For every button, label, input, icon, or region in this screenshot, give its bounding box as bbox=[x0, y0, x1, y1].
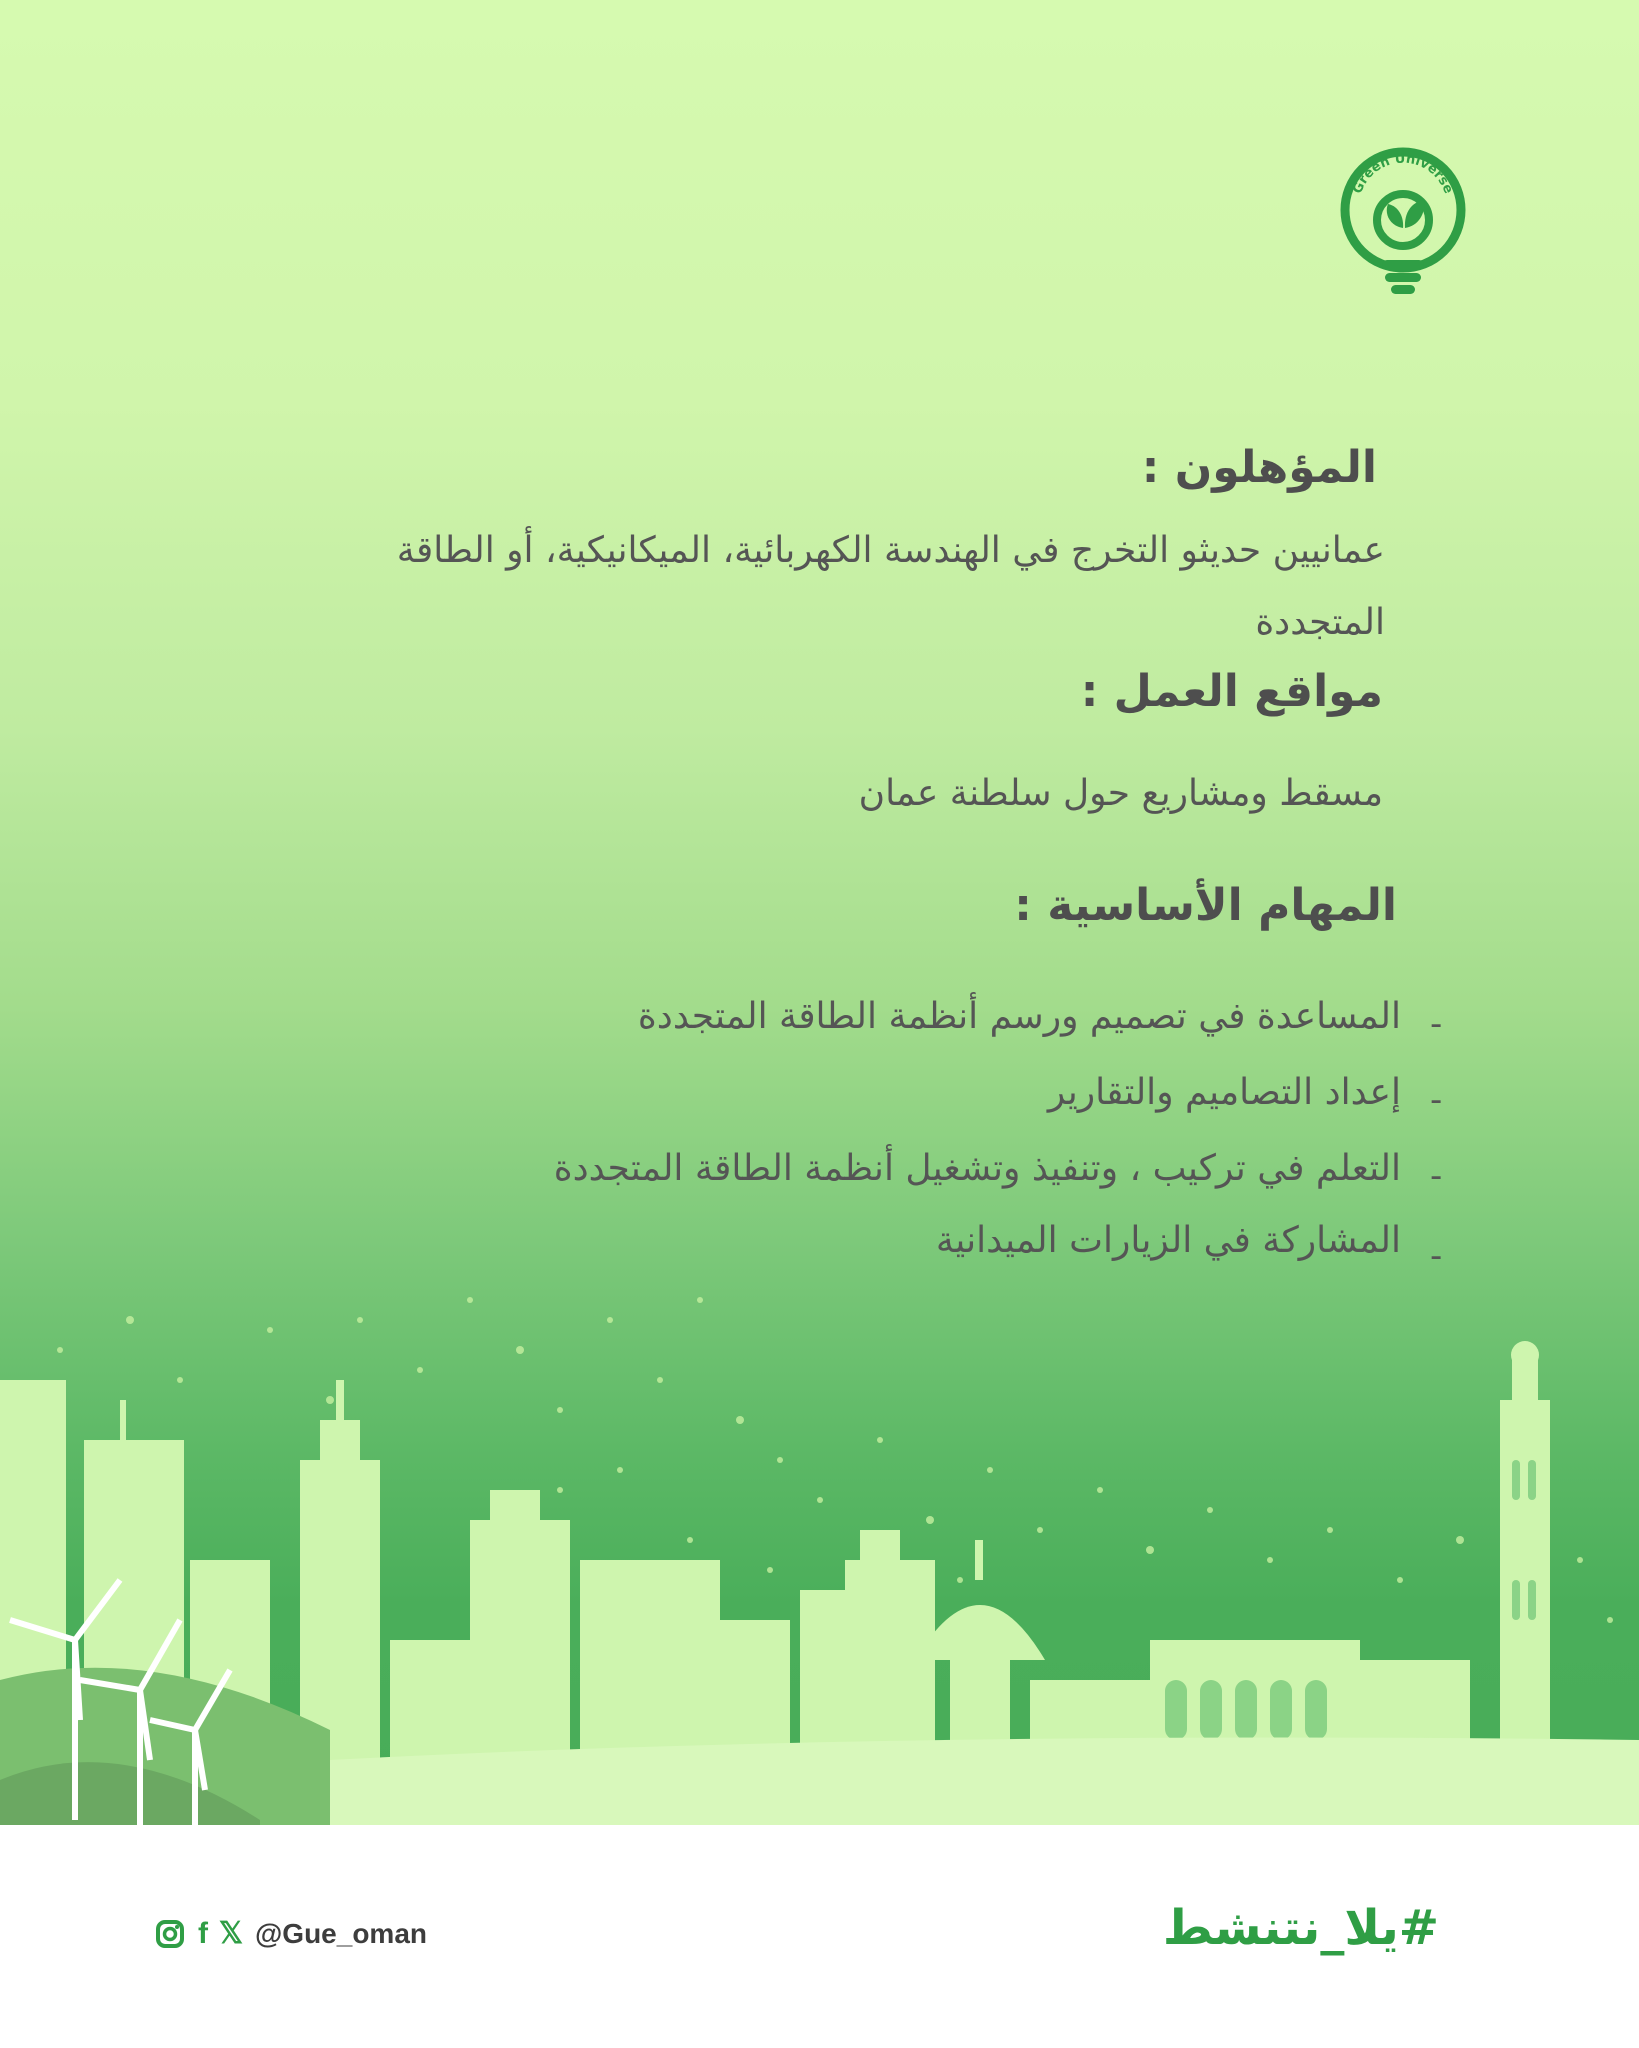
locations-text: مسقط ومشاريع حول سلطنة عمان bbox=[858, 773, 1383, 814]
svg-text:Green Universe bbox=[1350, 151, 1455, 196]
instagram-icon[interactable] bbox=[155, 1918, 185, 1950]
list-bullet: - bbox=[1430, 1004, 1443, 1044]
social-handle[interactable]: @Gue_oman bbox=[255, 1918, 428, 1949]
list-bullet: - bbox=[1430, 1080, 1443, 1120]
task-item-2: إعداد التصاميم والتقارير bbox=[1047, 1072, 1401, 1113]
tasks-heading: المهام الأساسية : bbox=[1014, 880, 1397, 931]
facebook-icon[interactable]: f bbox=[198, 1917, 208, 1950]
qualifications-heading: المؤهلون : bbox=[1141, 442, 1377, 493]
locations-heading: مواقع العمل : bbox=[1080, 666, 1383, 717]
qualifications-line-2: المتجددة bbox=[1255, 602, 1385, 643]
task-item-1: المساعدة في تصميم ورسم أنظمة الطاقة المتجددة bbox=[637, 996, 1401, 1037]
list-bullet: - bbox=[1430, 1236, 1443, 1276]
hashtag: #يلا_نتنشط bbox=[1162, 1900, 1439, 1956]
task-item-3: التعلم في تركيب ، وتنفيذ وتشغيل أنظمة الطاقة المتجددة bbox=[553, 1148, 1401, 1189]
list-bullet: - bbox=[1430, 1156, 1443, 1196]
qualifications-line-1: عمانيين حديثو التخرج في الهندسة الكهربائية، الميكانيكية، أو الطاقة bbox=[396, 530, 1385, 571]
logo-text: Green Universe bbox=[1350, 151, 1456, 196]
sparkles bbox=[57, 1297, 1613, 1623]
city-skyline-illustration bbox=[0, 1260, 1639, 1850]
green-universe-logo bbox=[1338, 138, 1468, 298]
task-item-4: المشاركة في الزيارات الميدانية bbox=[935, 1220, 1401, 1261]
x-icon[interactable]: 𝕏 bbox=[218, 1917, 244, 1950]
